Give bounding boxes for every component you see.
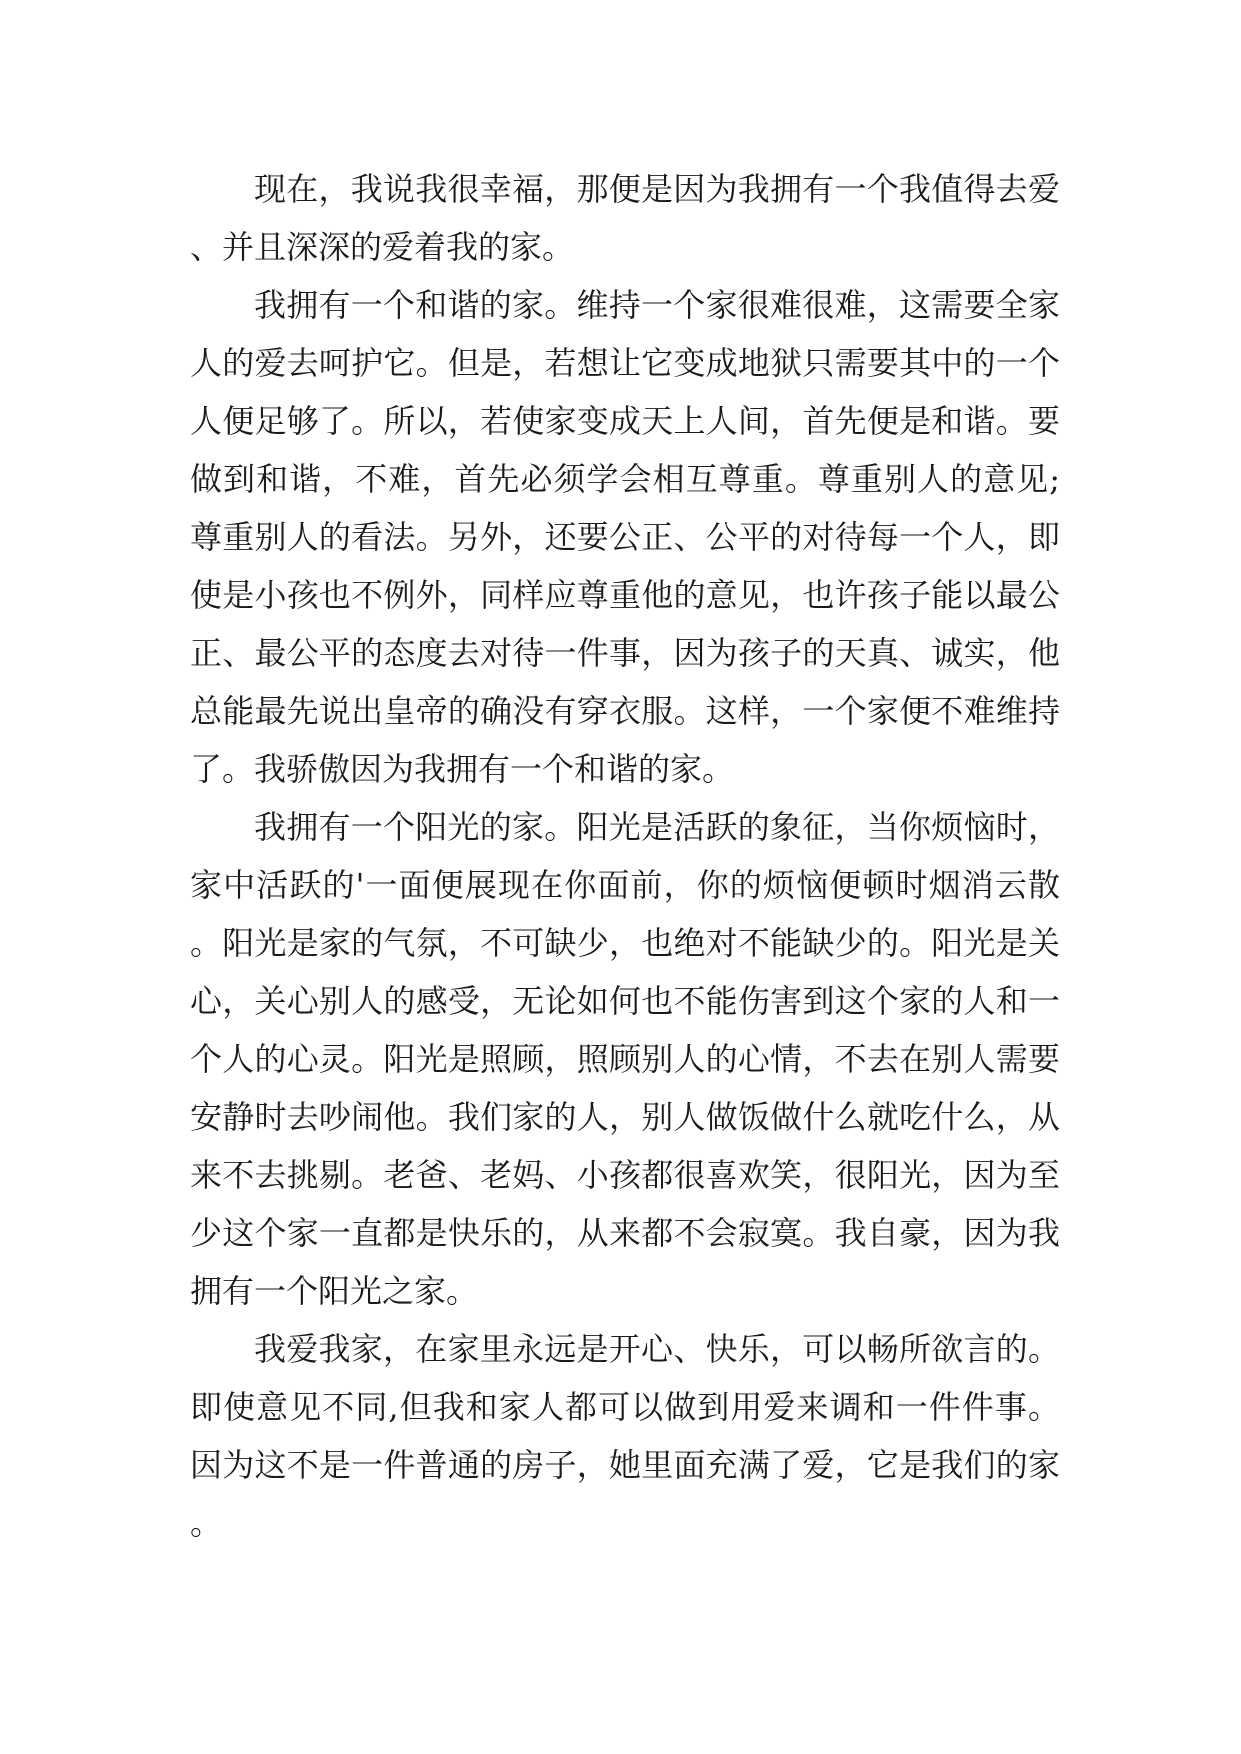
paragraph-3: 我拥有一个阳光的家。阳光是活跃的象征，当你烦恼时，家中活跃的'一面便展现在你面前，你的烦恼便顿时烟消云散。阳光是家的气氛，不可缺少，也绝对不能缺少的。阳光是关心，关心别人的感受，无论如何也不能伤害到这个家的人和一个人的心灵。阳光是照顾，照顾别人的心情，不去在别人需要安静时去吵闹他。我们家的人，别人做饭做什么就吃什么，从来不去挑剔。老爸、老妈、小孩都很喜欢笑，很阳光，因为至少这个家一直都是快乐的，从来都不会寂寞。我自豪，因为我拥有一个阳光之家。 [190,808,1060,1310]
paragraph-2: 我拥有一个和谐的家。维持一个家很难很难，这需要全家人的爱去呵护它。但是，若想让它变成地狱只需要其中的一个人便足够了。所以，若使家变成天上人间，首先便是和谐。要做到和谐，不难，首先必须学会相互尊重。尊重别人的意见;尊重别人的看法。另外，还要公正、公平的对待每一个人，即使是小孩也不例外，同样应尊重他的意见，也许孩子能以最公正、最公平的态度去对待一件事，因为孩子的天真、诚实，他总能最先说出皇帝的确没有穿衣服。这样，一个家便不难维持了。我骄傲因为我拥有一个和谐的家。 [190,286,1060,788]
paragraph-4: 我爱我家，在家里永远是开心、快乐，可以畅所欲言的。即使意见不同,但我和家人都可以做到用爱来调和一件件事。因为这不是一件普通的房子，她里面充满了爱，它是我们的家。 [190,1330,1060,1542]
paragraph-1: 现在，我说我很幸福，那便是因为我拥有一个我值得去爱、并且深深的爱着我的家。 [190,170,1060,266]
document-body [190,160,1060,1552]
